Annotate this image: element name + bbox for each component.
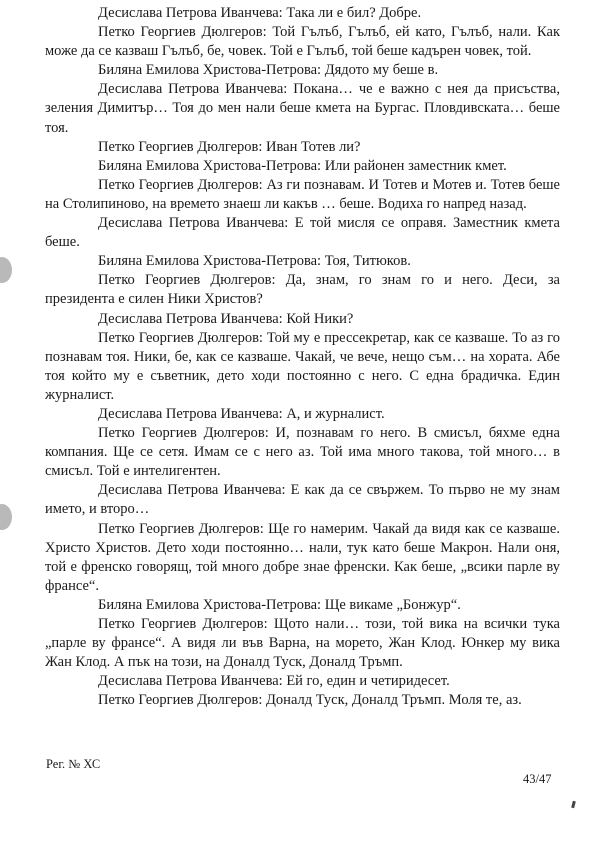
transcript-line: Десислава Петрова Иванчева: А, и журналист. (98, 405, 385, 422)
page-number: 43/47 (523, 772, 552, 786)
transcript-line: Петко Георгиев Дюлгеров: И, познавам го него. В смисъл, бяхме една компания. Ще се сетя. Имам се с него аз. Той има много такова, той много… в смисъл. Той е интелигентен. (45, 425, 560, 480)
transcript-line: Петко Георгиев Дюлгеров: Той Гълъб, Гълъб, ей като, Гълъб, нали. Как може да се казваш Гълъб, бе, човек. Той е Гълъб, той беше кадърен човек, той. (45, 24, 560, 60)
transcript-line: Биляна Емилова Христова-Петрова: Или районен заместник кмет. (98, 157, 507, 174)
transcript-line: Десислава Петрова Иванчева: Ей го, един и четиридесет. (98, 673, 450, 690)
transcript-line: Десислава Петрова Иванчева: Кой Ники? (98, 310, 354, 327)
transcript-line: Биляна Емилова Христова-Петрова: Тоя, Титюков. (98, 253, 411, 270)
punch-hole (0, 257, 12, 283)
transcript-line: Десислава Петрова Иванчева: Е как да се свържем. То първо не му знам името, и второ… (45, 482, 560, 518)
registration-number: Рег. № ХС (46, 757, 101, 771)
scan-mark (571, 801, 576, 809)
punch-hole (0, 504, 12, 530)
transcript-line: Биляна Емилова Христова-Петрова: Ще викаме „Бонжур“. (98, 596, 461, 613)
transcript-body (45, 4, 560, 710)
transcript-line: Петко Георгиев Дюлгеров: Да, знам, го знам го и него. Деси, за президента е силен Ники Христов? (45, 272, 560, 308)
transcript-line: Десислава Петрова Иванчева: Покана… че е важно с нея да присъства, зеления Димитър… Тоя до мен нали беше кмета на Бургас. Пловдивската… беше тоя. (45, 81, 560, 136)
transcript-line: Петко Георгиев Дюлгеров: Щото нали… този, той вика на всички тука „парле ву франсе“. А видя ли във Варна, на морето, Жан Клод. Юнкер му вика Жан Клод. А пък на този, на Доналд Туск, Доналд Тръмп. (45, 616, 560, 671)
transcript-line: Петко Георгиев Дюлгеров: Иван Тотев ли? (98, 138, 361, 155)
transcript-line: Петко Георгиев Дюлгеров: Той му е прессекретар, как се казваше. То аз го познавам тоя. Ники, бе, как се казваше. Чакай, че вече, нещо съм… на хората. Абе тоя който му е съветник, дето ходи постоянно с него. С една брадичка. Един журналист. (45, 329, 560, 403)
transcript-line: Биляна Емилова Христова-Петрова: Дядото му беше в. (98, 62, 439, 79)
transcript-line: Петко Георгиев Дюлгеров: Аз ги познавам. И Тотев и Мотев и. Тотев беше на Столипиново, на времето знаеш ли какъв … беше. Водиха го напред назад. (45, 176, 560, 212)
transcript-line: Десислава Петрова Иванчева: Така ли е бил? Добре. (98, 5, 422, 21)
transcript-line: Десислава Петрова Иванчева: Е той мисля се оправя. Заместник кмета беше. (45, 215, 560, 251)
transcript-line: Петко Георгиев Дюлгеров: Ще го намерим. Чакай да видя как се казваше. Христо Христов. Дето ходи постоянно… нали, тук като беше Макрон. Нали оня, той е френско говорящ, той много добре знае френски. Как беше, „всики парле ву франсе“. (45, 520, 560, 594)
transcript-line: Петко Георгиев Дюлгеров: Доналд Туск, Доналд Тръмп. Моля те, аз. (98, 692, 522, 709)
